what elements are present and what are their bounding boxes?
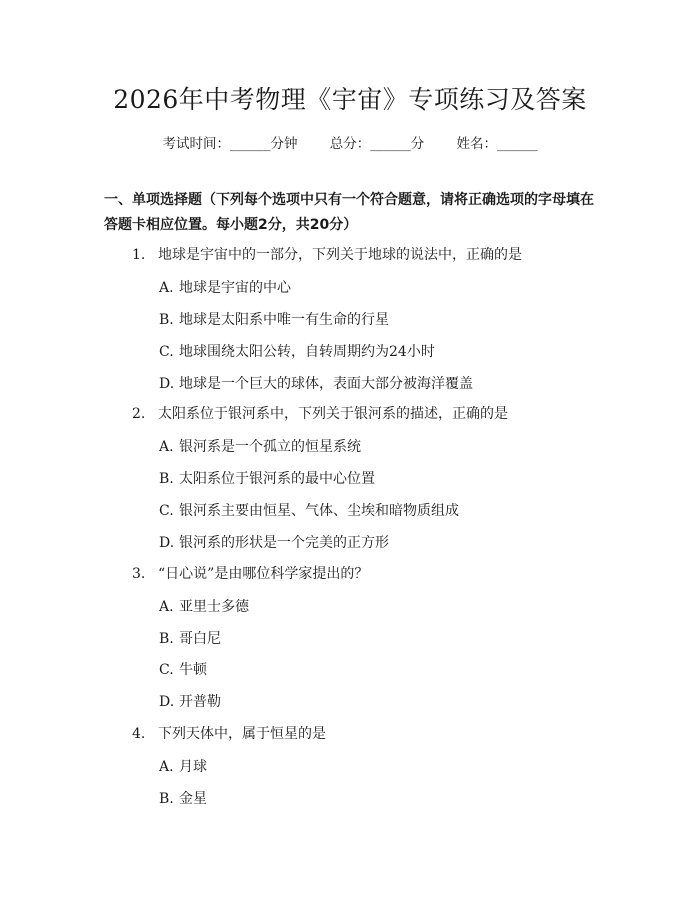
option-2a <box>159 436 361 456</box>
option-2d <box>159 532 389 552</box>
question-text: 下列天体中，属于恒星的是 <box>158 726 326 742</box>
option-text: 开普勒 <box>179 694 221 710</box>
total-score: 总分：______分 <box>329 136 425 152</box>
option-text: 金星 <box>179 791 207 807</box>
option-3b <box>159 628 221 648</box>
option-text: 地球是一个巨大的球体，表面大部分被海洋覆盖 <box>179 376 473 392</box>
option-2c <box>159 500 459 520</box>
option-text: 哥白尼 <box>179 631 221 647</box>
option-text: 亚里士多德 <box>179 599 249 615</box>
option-text: 地球是太阳系中唯一有生命的行星 <box>179 312 389 328</box>
option-text: 地球是宇宙的中心 <box>179 280 291 296</box>
exam-time: 考试时间：______分钟 <box>162 136 298 152</box>
question-number: 2. <box>132 406 146 422</box>
question-number: 3. <box>132 566 146 582</box>
option-letter: D. <box>159 376 175 392</box>
option-text: 银河系主要由恒星、气体、尘埃和暗物质组成 <box>179 503 459 519</box>
option-letter: B. <box>159 631 174 647</box>
question-4 <box>132 723 326 743</box>
option-letter: A. <box>159 599 174 615</box>
option-text: 银河系的形状是一个完美的正方形 <box>179 535 389 551</box>
option-text: 银河系是一个孤立的恒星系统 <box>179 439 361 455</box>
question-text: “日心说”是由哪位科学家提出的？ <box>158 566 369 582</box>
option-letter: C. <box>159 503 174 519</box>
option-text: 月球 <box>179 759 207 775</box>
option-3d <box>159 691 221 711</box>
question-2 <box>132 403 508 423</box>
option-letter: D. <box>159 535 175 551</box>
option-letter: C. <box>159 662 174 678</box>
option-letter: A. <box>159 280 174 296</box>
question-text: 地球是宇宙中的一部分，下列关于地球的说法中，正确的是 <box>158 247 522 263</box>
question-number: 1. <box>132 247 146 263</box>
option-letter: D. <box>159 694 175 710</box>
option-4b <box>159 788 207 808</box>
option-text: 太阳系位于银河系的最中心位置 <box>179 471 375 487</box>
option-letter: B. <box>159 471 174 487</box>
question-number: 4. <box>132 726 146 742</box>
option-3a <box>159 596 249 616</box>
option-1c <box>159 341 435 361</box>
student-name: 姓名：______ <box>456 136 538 152</box>
option-text: 牛顿 <box>179 662 207 678</box>
option-text: 地球围绕太阳公转，自转周期约为24小时 <box>179 344 435 360</box>
option-letter: B. <box>159 791 174 807</box>
option-letter: A. <box>159 439 174 455</box>
option-1a <box>159 277 291 297</box>
option-1b <box>159 309 389 329</box>
question-3 <box>132 563 368 583</box>
option-3c <box>159 659 207 679</box>
option-1d <box>159 373 473 393</box>
exam-meta <box>0 132 700 152</box>
option-2b <box>159 468 375 488</box>
section-heading: 一、单项选择题（下列每个选项中只有一个符合题意，请将正确选项的字母填在答题卡相应位置。每小题2分，共20分） <box>104 192 594 233</box>
page-title: 2026年中考物理《宇宙》专项练习及答案 <box>113 85 587 114</box>
question-1 <box>132 244 522 264</box>
option-letter: A. <box>159 759 174 775</box>
option-letter: B. <box>159 312 174 328</box>
option-4a <box>159 756 207 776</box>
question-text: 太阳系位于银河系中，下列关于银河系的描述，正确的是 <box>158 406 508 422</box>
option-letter: C. <box>159 344 174 360</box>
